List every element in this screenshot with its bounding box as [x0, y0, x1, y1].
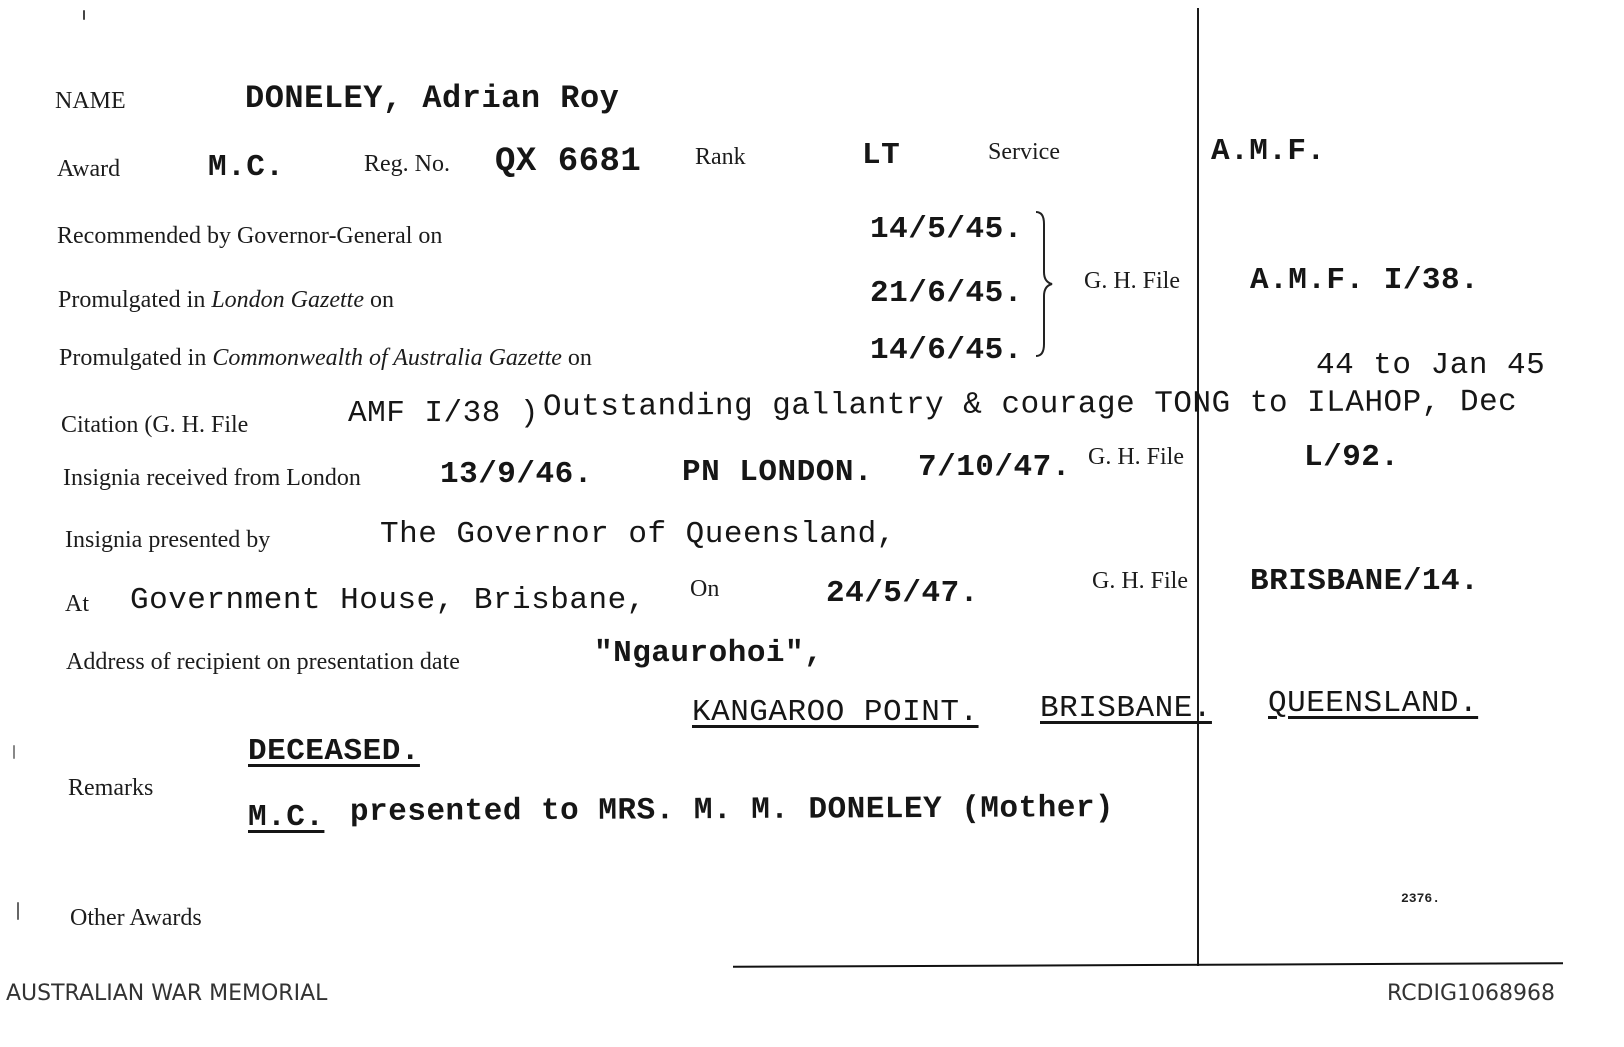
- footer-identifier: RCDIG1068968: [1387, 981, 1556, 1006]
- scan-mark: [13, 745, 15, 759]
- rank-value: LT: [862, 138, 901, 173]
- citation-text: Outstanding gallantry & courage TONG to ILAHOP, Dec: [542, 384, 1518, 425]
- other-awards-label: Other Awards: [70, 905, 202, 931]
- insignia-received-ref: PN LONDON.: [682, 455, 874, 490]
- award-value: M.C.: [208, 150, 285, 185]
- recommended-label: Recommended by Governor-General on: [57, 223, 443, 249]
- insignia-received-label: Insignia received from London: [63, 465, 361, 491]
- gh-file-gazette-value: A.M.F. I/38.: [1250, 263, 1480, 298]
- insignia-presented-value: The Governor of Queensland,: [380, 517, 896, 552]
- insignia-gh-file-label: G. H. File: [1088, 444, 1184, 470]
- remarks-deceased: DECEASED.: [248, 734, 420, 769]
- insignia-received-ref-date: 7/10/47.: [918, 450, 1071, 485]
- commonwealth-gazette-date: 14/6/45.: [870, 333, 1023, 368]
- grouping-brace: [1032, 208, 1058, 360]
- address-label: Address of recipient on presentation date: [66, 649, 460, 675]
- on-label: On: [690, 576, 720, 602]
- insignia-gh-file-value: L/92.: [1304, 440, 1400, 475]
- card-number: 2376.: [1401, 891, 1441, 906]
- remarks-mc: M.C.: [248, 800, 325, 835]
- insignia-received-date: 13/9/46.: [440, 457, 593, 492]
- name-value: DONELEY, Adrian Roy: [245, 80, 620, 117]
- award-label: Award: [57, 156, 121, 182]
- remarks-presented: presented to MRS. M. M. DONELEY (Mother): [349, 790, 1115, 830]
- citation-label: Citation (G. H. File: [61, 412, 249, 438]
- address-line1: "Ngaurohoi",: [594, 636, 824, 671]
- service-value: A.M.F.: [1211, 134, 1326, 169]
- recommended-date: 14/5/45.: [870, 212, 1023, 247]
- remarks-label: Remarks: [68, 775, 154, 801]
- rank-label: Rank: [695, 144, 746, 170]
- gh-file-gazette-label: G. H. File: [1084, 268, 1180, 294]
- name-label: NAME: [55, 88, 126, 114]
- insignia-presented-label: Insignia presented by: [65, 527, 271, 553]
- commonwealth-gazette-label: Promulgated in Commonwealth of Australia Gazette on: [59, 345, 592, 371]
- address-part1: KANGAROO POINT.: [692, 695, 979, 730]
- address-part2: BRISBANE.: [1040, 691, 1212, 726]
- scan-mark: [83, 10, 85, 20]
- bottom-rule: [733, 962, 1563, 968]
- at-gh-file-value: BRISBANE/14.: [1250, 564, 1480, 599]
- vertical-divider: [1197, 8, 1199, 966]
- london-gazette-label: Promulgated in London Gazette on: [58, 287, 394, 313]
- at-label: At: [65, 591, 89, 617]
- reg-no-value: QX 6681: [495, 143, 642, 181]
- reg-no-label: Reg. No.: [364, 151, 450, 177]
- at-value: Government House, Brisbane,: [130, 583, 646, 618]
- on-value: 24/5/47.: [826, 576, 979, 611]
- at-gh-file-label: G. H. File: [1092, 568, 1188, 594]
- service-label: Service: [988, 139, 1060, 165]
- footer-institution: AUSTRALIAN WAR MEMORIAL: [6, 981, 328, 1006]
- address-part3: QUEENSLAND.: [1268, 686, 1479, 721]
- london-gazette-date: 21/6/45.: [870, 276, 1023, 311]
- scan-mark: [17, 902, 19, 920]
- citation-continuation: 44 to Jan 45: [1316, 348, 1546, 383]
- citation-file-ref: AMF I/38 ): [348, 396, 540, 431]
